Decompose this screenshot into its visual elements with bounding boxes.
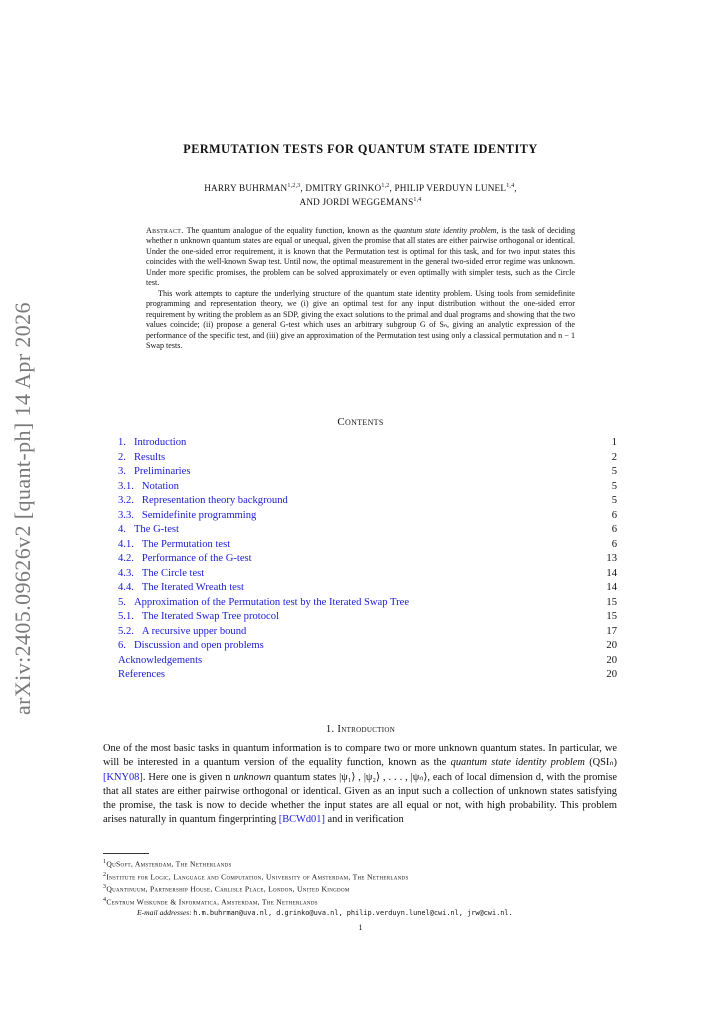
footnote-affiliation bbox=[103, 870, 623, 883]
author-separator: , bbox=[514, 183, 517, 194]
section-heading: 1. Introduction bbox=[325, 724, 396, 735]
toc-label: The G-test bbox=[133, 524, 179, 535]
footnote-affiliation bbox=[103, 882, 623, 895]
toc-link[interactable] bbox=[118, 596, 409, 611]
toc-label: The Circle test bbox=[141, 567, 205, 579]
toc-row bbox=[118, 581, 617, 596]
toc-page-number: 14 bbox=[606, 582, 617, 593]
toc-page-number: 5 bbox=[611, 480, 617, 492]
toc-page-number: 14 bbox=[606, 567, 617, 579]
toc-number: 3.2. bbox=[118, 495, 134, 506]
toc-link[interactable] bbox=[118, 523, 179, 538]
footnote-affiliation bbox=[103, 857, 623, 870]
toc-row bbox=[118, 654, 617, 669]
body-emphasis: unknown bbox=[233, 771, 271, 783]
body-paragraph bbox=[103, 742, 617, 828]
toc-label: Preliminaries bbox=[133, 466, 191, 477]
author-name: HARRY BUHRMAN bbox=[204, 183, 288, 194]
toc-page-number: 20 bbox=[606, 654, 617, 666]
abstract-text: The quantum analogue of the equality function, known as the bbox=[186, 226, 394, 235]
toc-number: 4.4. bbox=[118, 582, 134, 593]
toc-page-number: 17 bbox=[606, 625, 617, 637]
toc-link[interactable] bbox=[118, 538, 230, 553]
toc-number: 3.1. bbox=[118, 480, 134, 492]
toc-label: Semidefinite programming bbox=[141, 509, 257, 521]
body-text-run: . Here one is given n bbox=[142, 771, 234, 783]
toc-link[interactable] bbox=[118, 581, 244, 596]
toc-row bbox=[118, 596, 617, 611]
abstract-paragraph bbox=[146, 226, 575, 289]
footnote-marker: 3 bbox=[103, 884, 107, 891]
introduction-body bbox=[103, 742, 617, 828]
affiliation-marker: 1,2 bbox=[381, 183, 390, 189]
toc-label: Discussion and open problems bbox=[133, 640, 264, 651]
toc-link[interactable] bbox=[118, 480, 179, 495]
abstract bbox=[146, 226, 575, 351]
abstract-emphasis: quantum state identity problem bbox=[393, 226, 497, 235]
toc-row bbox=[118, 567, 617, 582]
toc-row bbox=[118, 610, 617, 625]
toc-page-number: 15 bbox=[606, 611, 617, 622]
toc-number: 5.2. bbox=[118, 625, 134, 637]
toc-label: References bbox=[118, 669, 166, 680]
abstract-label: Abstract. bbox=[146, 226, 184, 235]
citation-link[interactable]: [KNY08] bbox=[103, 771, 143, 783]
toc-page-number: 15 bbox=[606, 596, 617, 608]
footnote-text: Centrum Wiskunde & Informatica, Amsterdam, The Netherlands bbox=[106, 897, 318, 907]
affiliation-marker: 1,4 bbox=[506, 183, 515, 189]
abstract-text: , is the task of deciding whether n unknown quantum states are equal or unequal, given the promise that all states are either pairwise orthogonal or identical. Under the one-sided error requirement, it is known that the Permutation test is optimal for this task, and for two input states this coincides with the well-known Swap test. Until now, the optimal measurement in the general two-sided error regime was unknown. Under more specific promises, the problem can be solved approximately or even optimally with simpler tests, such as the Circle test. bbox=[146, 226, 575, 288]
footnote-rule bbox=[103, 853, 149, 854]
contents-heading: Contents bbox=[337, 416, 384, 428]
toc-label: Notation bbox=[141, 480, 179, 492]
toc-row bbox=[118, 523, 617, 538]
toc-link[interactable] bbox=[118, 494, 288, 509]
toc-row bbox=[118, 494, 617, 509]
toc-page-number: 6 bbox=[611, 538, 617, 550]
toc-link[interactable] bbox=[118, 610, 279, 625]
arxiv-identifier: arXiv:2405.09626v2 [quant-ph] 14 Apr 2026 bbox=[10, 302, 35, 715]
email-label: E-mail addresses bbox=[137, 907, 190, 917]
toc-link[interactable] bbox=[118, 451, 165, 466]
footnote-marker: 4 bbox=[103, 897, 107, 904]
body-text-run: and in verification bbox=[324, 814, 404, 826]
toc-link[interactable] bbox=[118, 668, 165, 683]
body-emphasis: quantum state identity problem bbox=[450, 757, 585, 769]
toc-page-number: 5 bbox=[611, 495, 617, 506]
footnote-affiliation bbox=[103, 895, 623, 908]
table-of-contents bbox=[118, 436, 617, 683]
toc-label: The Iterated Swap Tree protocol bbox=[141, 611, 279, 622]
toc-link[interactable] bbox=[118, 625, 246, 640]
toc-page-number: 5 bbox=[611, 466, 617, 477]
toc-row bbox=[118, 639, 617, 654]
footnote-marker: 2 bbox=[103, 871, 107, 878]
email-addresses: h.m.buhrman@uva.nl, d.grinko@uva.nl, philip.verduyn.lunel@cwi.nl, jrw@cwi.nl. bbox=[193, 908, 513, 917]
citation-link[interactable]: [BCWd01] bbox=[278, 814, 325, 826]
abstract-paragraph: This work attempts to capture the underlying structure of the quantum state identity problem. Using tools from semidefinite programming and representation theory, we (i) give an optimal test for any input distribution without the one-sided error requirement by writing the problem as an SDP, giving the exact solutions to the primal and dual programs and showing that the two values coincide; (ii) propose a general G-test which uses an arbitrary subgroup G of Sₙ, giving an analytic expression of the performance of the specific test, and (iii) give an approximation of the Permutation test using only a classical permutation and n − 1 Swap tests. bbox=[146, 288, 575, 350]
footnote-text: Quantinuum, Partnership House, Carlisle Place, London, United Kingdom bbox=[106, 885, 350, 894]
toc-link[interactable] bbox=[118, 465, 190, 480]
toc-page-number: 6 bbox=[611, 509, 617, 521]
toc-number: 5.1. bbox=[118, 611, 134, 622]
toc-row bbox=[118, 625, 617, 640]
body-text-run: quantum states |ψ₁⟩ , |ψ₂⟩ , . . . , |ψₙ⟩, each of local dimension d, with the promise that all states are either pairwise orthogonal or identical. Given as an input such a collection of unknown states satisfying the promise, the task is now to decide whether the input states are all equal or not, with high probability. This problem arises naturally in quantum fingerprinting bbox=[103, 771, 617, 826]
toc-label: Approximation of the Permutation test by the Iterated Swap Tree bbox=[133, 596, 410, 608]
toc-label: A recursive upper bound bbox=[141, 625, 247, 637]
toc-number: 4.1. bbox=[118, 538, 134, 550]
toc-label: The Permutation test bbox=[141, 538, 231, 550]
author-name: AND JORDI WEGGEMANS bbox=[299, 197, 414, 208]
toc-row bbox=[118, 538, 617, 553]
footnotes bbox=[103, 857, 623, 918]
toc-page-number: 2 bbox=[611, 451, 617, 463]
toc-number: 3. bbox=[118, 466, 126, 477]
toc-link[interactable] bbox=[118, 509, 256, 524]
body-text-run: One of the most basic tasks in quantum information is to compare two or more unknown quantum states. In particular, we will be interested in a quantum version of the equality function, known as the bbox=[103, 743, 617, 769]
toc-label: Introduction bbox=[133, 437, 187, 448]
toc-page-number: 6 bbox=[611, 524, 617, 535]
toc-number: 5. bbox=[118, 596, 126, 608]
author-list bbox=[100, 180, 621, 208]
footnote-marker: 1 bbox=[103, 859, 107, 865]
toc-link[interactable] bbox=[118, 639, 264, 654]
toc-page-number: 20 bbox=[606, 640, 617, 651]
affiliation-marker: 1,4 bbox=[413, 197, 422, 204]
toc-page-number: 20 bbox=[606, 669, 617, 680]
toc-row bbox=[118, 552, 617, 567]
toc-label: Results bbox=[133, 451, 166, 463]
toc-link[interactable] bbox=[118, 436, 186, 451]
toc-number: 3.3. bbox=[118, 509, 134, 521]
author-name: , DMITRY GRINKO bbox=[300, 183, 382, 194]
toc-label: Performance of the G-test bbox=[141, 553, 252, 564]
toc-number: 4.2. bbox=[118, 553, 134, 564]
toc-page-number: 13 bbox=[606, 553, 617, 564]
page-number: 1 bbox=[358, 923, 363, 932]
toc-number: 6. bbox=[118, 640, 126, 651]
toc-label: Acknowledgements bbox=[118, 654, 203, 666]
toc-link[interactable] bbox=[118, 654, 202, 669]
toc-page-number: 1 bbox=[611, 437, 617, 448]
body-text-run: (QSIₙ) bbox=[584, 757, 617, 769]
footnote-text: Institute for Logic, Language and Computation, University of Amsterdam, The Netherlands bbox=[106, 872, 409, 882]
toc-number: 1. bbox=[118, 437, 126, 448]
author-name: , PHILIP VERDUYN LUNEL bbox=[389, 183, 507, 194]
toc-number: 4. bbox=[118, 524, 126, 535]
toc-row bbox=[118, 509, 617, 524]
toc-link[interactable] bbox=[118, 567, 204, 582]
toc-row bbox=[118, 465, 617, 480]
footnote-text: QuSoft, Amsterdam, The Netherlands bbox=[106, 859, 232, 869]
toc-label: Representation theory background bbox=[141, 495, 288, 506]
affiliation-marker: 1,2,3 bbox=[287, 183, 301, 189]
footnote-emails: E-mail addresses: h.m.buhrman@uva.nl, d.grinko@uva.nl, philip.verduyn.lunel@cwi.nl, jrw@cwi.nl. bbox=[137, 907, 513, 917]
toc-link[interactable] bbox=[118, 552, 252, 567]
toc-number: 2. bbox=[118, 451, 126, 463]
toc-row bbox=[118, 668, 617, 683]
paper-title: PERMUTATION TESTS FOR QUANTUM STATE IDENTITY bbox=[183, 142, 538, 156]
toc-row bbox=[118, 436, 617, 451]
toc-row bbox=[118, 480, 617, 495]
toc-row bbox=[118, 451, 617, 466]
toc-label: The Iterated Wreath test bbox=[141, 582, 244, 593]
toc-number: 4.3. bbox=[118, 567, 134, 579]
